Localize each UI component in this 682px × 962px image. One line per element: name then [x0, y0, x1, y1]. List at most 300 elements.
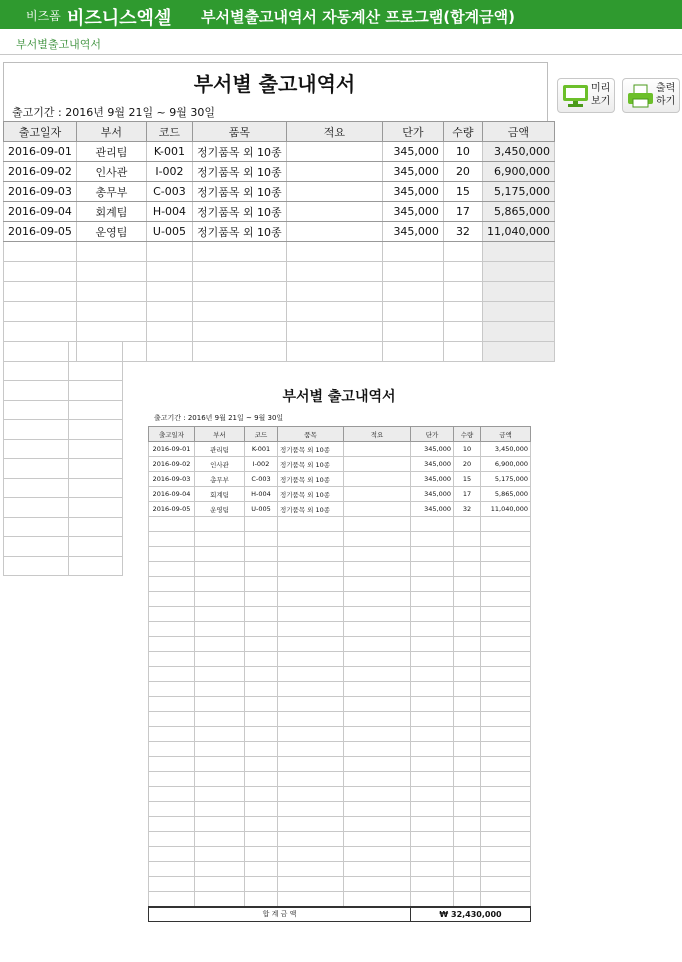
preview-cell[interactable] [245, 862, 278, 877]
preview-cell[interactable] [481, 832, 531, 847]
preview-cell[interactable] [278, 877, 344, 892]
sheet-cell[interactable] [286, 262, 382, 282]
sheet-cell[interactable]: 2016-09-03 [4, 182, 77, 202]
preview-cell[interactable] [481, 622, 531, 637]
preview-cell[interactable] [481, 727, 531, 742]
preview-cell[interactable] [344, 862, 411, 877]
preview-cell[interactable] [454, 892, 481, 907]
preview-cell[interactable] [411, 682, 454, 697]
preview-cell[interactable] [411, 562, 454, 577]
preview-cell[interactable]: K-001 [245, 442, 278, 457]
sheet-cell[interactable] [4, 242, 77, 262]
sheet-cell[interactable] [482, 322, 554, 342]
preview-cell[interactable]: 관리팀 [195, 442, 245, 457]
preview-cell[interactable] [278, 817, 344, 832]
preview-cell[interactable] [411, 802, 454, 817]
preview-cell[interactable] [481, 862, 531, 877]
preview-cell[interactable] [195, 517, 245, 532]
sheet-cell[interactable]: 6,900,000 [482, 162, 554, 182]
preview-cell[interactable] [344, 532, 411, 547]
preview-cell[interactable]: 2016-09-03 [149, 472, 195, 487]
sheet-cell[interactable] [192, 302, 286, 322]
preview-cell[interactable] [149, 547, 195, 562]
preview-cell[interactable] [195, 727, 245, 742]
preview-cell[interactable] [195, 652, 245, 667]
preview-cell[interactable] [245, 607, 278, 622]
preview-cell[interactable] [149, 757, 195, 772]
preview-cell[interactable] [344, 817, 411, 832]
preview-cell[interactable] [454, 802, 481, 817]
sheet-cell[interactable]: 정기품목 외 10종 [192, 222, 286, 242]
preview-cell[interactable] [481, 637, 531, 652]
preview-cell[interactable] [278, 802, 344, 817]
preview-cell[interactable] [454, 667, 481, 682]
preview-cell[interactable] [149, 592, 195, 607]
sheet-cell[interactable]: 정기품목 외 10종 [192, 182, 286, 202]
preview-cell[interactable] [195, 592, 245, 607]
preview-cell[interactable] [245, 517, 278, 532]
preview-cell[interactable] [278, 577, 344, 592]
sheet-cell[interactable] [192, 342, 286, 362]
preview-cell[interactable] [454, 772, 481, 787]
preview-cell[interactable] [344, 802, 411, 817]
preview-cell[interactable] [245, 622, 278, 637]
preview-cell[interactable] [195, 622, 245, 637]
preview-cell[interactable]: 11,040,000 [481, 502, 531, 517]
sheet-cell[interactable]: 정기품목 외 10종 [192, 142, 286, 162]
preview-cell[interactable] [149, 517, 195, 532]
sheet-cell[interactable] [4, 322, 77, 342]
preview-cell[interactable] [411, 877, 454, 892]
preview-cell[interactable] [454, 847, 481, 862]
preview-cell[interactable] [195, 892, 245, 907]
sheet-cell[interactable]: 총무부 [76, 182, 146, 202]
preview-cell[interactable] [481, 802, 531, 817]
preview-cell[interactable] [278, 787, 344, 802]
preview-cell[interactable] [411, 787, 454, 802]
preview-cell[interactable]: 345,000 [411, 502, 454, 517]
preview-cell[interactable] [344, 487, 411, 502]
preview-cell[interactable]: 5,175,000 [481, 472, 531, 487]
sheet-cell[interactable]: 2016-09-02 [4, 162, 77, 182]
preview-cell[interactable] [481, 562, 531, 577]
preview-cell[interactable]: 345,000 [411, 442, 454, 457]
preview-cell[interactable] [481, 697, 531, 712]
preview-cell[interactable] [454, 622, 481, 637]
sheet-cell[interactable] [382, 282, 443, 302]
preview-cell[interactable] [454, 727, 481, 742]
preview-cell[interactable]: 총무부 [195, 472, 245, 487]
preview-cell[interactable]: 345,000 [411, 457, 454, 472]
preview-cell[interactable] [245, 757, 278, 772]
preview-cell[interactable] [245, 787, 278, 802]
sheet-cell[interactable] [382, 302, 443, 322]
sheet-cell[interactable] [286, 222, 382, 242]
sheet-cell[interactable]: I-002 [146, 162, 192, 182]
sheet-cell[interactable]: 관리팀 [76, 142, 146, 162]
sheet-cell[interactable]: 2016-09-01 [4, 142, 77, 162]
preview-cell[interactable] [454, 532, 481, 547]
preview-cell[interactable] [278, 772, 344, 787]
sheet-cell[interactable] [4, 302, 77, 322]
preview-cell[interactable] [344, 577, 411, 592]
preview-cell[interactable] [195, 532, 245, 547]
preview-cell[interactable]: 20 [454, 457, 481, 472]
preview-cell[interactable] [245, 592, 278, 607]
preview-cell[interactable] [481, 682, 531, 697]
preview-cell[interactable] [454, 742, 481, 757]
preview-cell[interactable] [344, 607, 411, 622]
preview-cell[interactable]: H-004 [245, 487, 278, 502]
preview-cell[interactable] [344, 742, 411, 757]
sheet-cell[interactable]: 345,000 [382, 162, 443, 182]
preview-cell[interactable] [149, 847, 195, 862]
preview-cell[interactable] [149, 607, 195, 622]
preview-cell[interactable] [411, 607, 454, 622]
preview-cell[interactable] [344, 592, 411, 607]
sheet-cell[interactable]: 3,450,000 [482, 142, 554, 162]
preview-cell[interactable] [411, 652, 454, 667]
preview-cell[interactable] [344, 442, 411, 457]
sheet-cell[interactable]: 5,175,000 [482, 182, 554, 202]
sheet-cell[interactable] [192, 282, 286, 302]
sheet-cell[interactable] [146, 342, 192, 362]
sheet-cell[interactable]: 인사관 [76, 162, 146, 182]
preview-cell[interactable] [245, 892, 278, 907]
preview-cell[interactable] [195, 667, 245, 682]
sheet-cell[interactable]: 5,865,000 [482, 202, 554, 222]
preview-cell[interactable] [411, 577, 454, 592]
sheet-cell[interactable] [76, 262, 146, 282]
preview-cell[interactable] [245, 847, 278, 862]
preview-cell[interactable] [481, 592, 531, 607]
preview-cell[interactable] [454, 592, 481, 607]
preview-cell[interactable] [195, 802, 245, 817]
preview-cell[interactable] [278, 862, 344, 877]
preview-cell[interactable] [481, 712, 531, 727]
preview-cell[interactable] [344, 637, 411, 652]
preview-cell[interactable] [344, 832, 411, 847]
preview-cell[interactable]: I-002 [245, 457, 278, 472]
sheet-cell[interactable] [443, 262, 482, 282]
preview-cell[interactable] [149, 532, 195, 547]
sheet-cell[interactable]: 345,000 [382, 142, 443, 162]
preview-cell[interactable] [149, 862, 195, 877]
preview-cell[interactable] [344, 517, 411, 532]
preview-cell[interactable] [481, 607, 531, 622]
sheet-cell[interactable]: 운영팀 [76, 222, 146, 242]
preview-cell[interactable] [149, 817, 195, 832]
preview-cell[interactable] [245, 817, 278, 832]
preview-cell[interactable]: 345,000 [411, 472, 454, 487]
preview-cell[interactable] [149, 682, 195, 697]
preview-cell[interactable] [481, 742, 531, 757]
preview-cell[interactable]: 정기품목 외 10종 [278, 442, 344, 457]
preview-cell[interactable] [278, 637, 344, 652]
preview-cell[interactable] [344, 457, 411, 472]
sheet-cell[interactable] [482, 282, 554, 302]
preview-cell[interactable] [195, 757, 245, 772]
sheet-cell[interactable] [146, 302, 192, 322]
preview-cell[interactable] [245, 547, 278, 562]
preview-cell[interactable] [149, 577, 195, 592]
preview-cell[interactable] [278, 742, 344, 757]
preview-cell[interactable] [411, 772, 454, 787]
preview-cell[interactable] [454, 697, 481, 712]
sheet-cell[interactable] [76, 282, 146, 302]
preview-cell[interactable] [245, 727, 278, 742]
preview-cell[interactable] [411, 517, 454, 532]
sheet-cell[interactable]: 11,040,000 [482, 222, 554, 242]
preview-cell[interactable] [149, 772, 195, 787]
preview-cell[interactable] [344, 622, 411, 637]
preview-cell[interactable] [149, 562, 195, 577]
sheet-cell[interactable] [482, 342, 554, 362]
print-button[interactable] [622, 78, 680, 113]
preview-cell[interactable] [195, 547, 245, 562]
preview-cell[interactable] [278, 832, 344, 847]
preview-cell[interactable] [149, 637, 195, 652]
preview-cell[interactable] [344, 892, 411, 907]
preview-cell[interactable] [278, 607, 344, 622]
preview-cell[interactable]: 3,450,000 [481, 442, 531, 457]
preview-cell[interactable] [411, 862, 454, 877]
preview-cell[interactable] [245, 697, 278, 712]
preview-cell[interactable] [278, 727, 344, 742]
preview-cell[interactable] [344, 877, 411, 892]
preview-cell[interactable] [278, 517, 344, 532]
preview-cell[interactable] [195, 682, 245, 697]
sheet-cell[interactable] [382, 342, 443, 362]
preview-cell[interactable] [411, 622, 454, 637]
sheet-cell[interactable]: 정기품목 외 10종 [192, 162, 286, 182]
sheet-cell[interactable]: C-003 [146, 182, 192, 202]
preview-cell[interactable] [278, 757, 344, 772]
preview-cell[interactable] [245, 712, 278, 727]
preview-cell[interactable] [411, 742, 454, 757]
preview-cell[interactable] [481, 757, 531, 772]
preview-cell[interactable] [344, 787, 411, 802]
preview-cell[interactable] [344, 712, 411, 727]
preview-cell[interactable]: C-003 [245, 472, 278, 487]
preview-cell[interactable] [481, 667, 531, 682]
sheet-cell[interactable] [286, 162, 382, 182]
preview-cell[interactable]: 회계팀 [195, 487, 245, 502]
preview-cell[interactable] [245, 742, 278, 757]
preview-cell[interactable] [278, 547, 344, 562]
preview-cell[interactable] [278, 697, 344, 712]
sheet-cell[interactable]: 345,000 [382, 222, 443, 242]
sheet-cell[interactable]: 345,000 [382, 182, 443, 202]
sheet-cell[interactable] [443, 302, 482, 322]
preview-cell[interactable] [278, 892, 344, 907]
preview-cell[interactable] [454, 712, 481, 727]
preview-cell[interactable] [195, 712, 245, 727]
preview-cell[interactable] [195, 847, 245, 862]
preview-cell[interactable] [454, 607, 481, 622]
sheet-cell[interactable]: H-004 [146, 202, 192, 222]
preview-cell[interactable] [245, 637, 278, 652]
preview-cell[interactable] [149, 742, 195, 757]
preview-cell[interactable] [195, 832, 245, 847]
preview-cell[interactable] [278, 667, 344, 682]
preview-cell[interactable]: 2016-09-04 [149, 487, 195, 502]
preview-cell[interactable] [195, 877, 245, 892]
preview-cell[interactable] [481, 847, 531, 862]
sheet-cell[interactable] [286, 282, 382, 302]
preview-cell[interactable] [278, 532, 344, 547]
preview-cell[interactable] [149, 802, 195, 817]
preview-cell[interactable] [278, 592, 344, 607]
preview-cell[interactable]: 345,000 [411, 487, 454, 502]
preview-cell[interactable] [278, 622, 344, 637]
preview-cell[interactable]: 정기품목 외 10종 [278, 472, 344, 487]
preview-cell[interactable]: 15 [454, 472, 481, 487]
preview-cell[interactable] [481, 517, 531, 532]
preview-cell[interactable] [344, 502, 411, 517]
sheet-cell[interactable]: 15 [443, 182, 482, 202]
preview-cell[interactable] [454, 577, 481, 592]
preview-cell[interactable] [278, 682, 344, 697]
preview-cell[interactable] [278, 712, 344, 727]
preview-cell[interactable] [149, 727, 195, 742]
sheet-cell[interactable]: 20 [443, 162, 482, 182]
sheet-cell[interactable] [4, 262, 77, 282]
preview-cell[interactable] [149, 697, 195, 712]
preview-cell[interactable] [149, 832, 195, 847]
preview-cell[interactable] [344, 772, 411, 787]
preview-cell[interactable] [195, 562, 245, 577]
preview-cell[interactable] [278, 652, 344, 667]
preview-cell[interactable] [454, 652, 481, 667]
preview-cell[interactable]: 2016-09-02 [149, 457, 195, 472]
preview-cell[interactable] [149, 622, 195, 637]
preview-cell[interactable]: 정기품목 외 10종 [278, 502, 344, 517]
preview-cell[interactable] [411, 817, 454, 832]
preview-cell[interactable] [411, 592, 454, 607]
preview-cell[interactable] [195, 787, 245, 802]
preview-cell[interactable] [344, 697, 411, 712]
sheet-cell[interactable] [286, 322, 382, 342]
preview-cell[interactable] [195, 577, 245, 592]
preview-cell[interactable] [245, 877, 278, 892]
preview-cell[interactable] [481, 892, 531, 907]
preview-cell[interactable] [344, 757, 411, 772]
sheet-cell[interactable] [286, 182, 382, 202]
preview-cell[interactable] [149, 667, 195, 682]
preview-cell[interactable] [245, 682, 278, 697]
preview-cell[interactable] [481, 652, 531, 667]
preview-cell[interactable] [454, 787, 481, 802]
preview-cell[interactable]: 32 [454, 502, 481, 517]
preview-cell[interactable]: 17 [454, 487, 481, 502]
preview-cell[interactable] [481, 787, 531, 802]
preview-cell[interactable] [195, 862, 245, 877]
sheet-cell[interactable] [192, 262, 286, 282]
preview-cell[interactable] [278, 847, 344, 862]
preview-cell[interactable] [411, 832, 454, 847]
sheet-cell[interactable] [286, 242, 382, 262]
sheet-cell[interactable]: 32 [443, 222, 482, 242]
preview-cell[interactable] [481, 532, 531, 547]
preview-cell[interactable]: 10 [454, 442, 481, 457]
preview-cell[interactable] [195, 742, 245, 757]
preview-cell[interactable] [454, 832, 481, 847]
sheet-cell[interactable] [76, 242, 146, 262]
sheet-cell[interactable]: U-005 [146, 222, 192, 242]
sheet-cell[interactable] [76, 322, 146, 342]
sheet-cell[interactable] [482, 302, 554, 322]
sheet-cell[interactable]: 회계팀 [76, 202, 146, 222]
preview-cell[interactable] [149, 892, 195, 907]
preview-cell[interactable] [411, 532, 454, 547]
preview-cell[interactable] [411, 757, 454, 772]
sheet-cell[interactable] [382, 242, 443, 262]
preview-cell[interactable] [454, 877, 481, 892]
sheet-cell[interactable]: 17 [443, 202, 482, 222]
preview-cell[interactable] [245, 562, 278, 577]
preview-cell[interactable] [411, 727, 454, 742]
preview-cell[interactable] [411, 712, 454, 727]
preview-cell[interactable] [411, 637, 454, 652]
sheet-cell[interactable]: K-001 [146, 142, 192, 162]
sheet-cell[interactable] [443, 342, 482, 362]
preview-cell[interactable] [454, 562, 481, 577]
preview-cell[interactable] [454, 862, 481, 877]
preview-cell[interactable] [481, 547, 531, 562]
preview-cell[interactable] [481, 817, 531, 832]
preview-cell[interactable] [411, 892, 454, 907]
preview-cell[interactable] [149, 652, 195, 667]
sheet-cell[interactable]: 2016-09-05 [4, 222, 77, 242]
preview-cell[interactable] [344, 667, 411, 682]
preview-cell[interactable] [454, 547, 481, 562]
preview-cell[interactable]: 2016-09-05 [149, 502, 195, 517]
sheet-cell[interactable] [146, 282, 192, 302]
preview-cell[interactable]: 인사관 [195, 457, 245, 472]
preview-cell[interactable] [411, 547, 454, 562]
sheet-cell[interactable] [4, 282, 77, 302]
preview-cell[interactable] [411, 667, 454, 682]
sheet-cell[interactable] [443, 322, 482, 342]
sheet-cell[interactable] [286, 142, 382, 162]
sheet-cell[interactable] [146, 262, 192, 282]
preview-cell[interactable] [454, 682, 481, 697]
preview-cell[interactable] [245, 532, 278, 547]
preview-cell[interactable] [195, 772, 245, 787]
sheet-cell[interactable] [482, 262, 554, 282]
sheet-cell[interactable] [482, 242, 554, 262]
sheet-cell[interactable] [146, 322, 192, 342]
preview-cell[interactable] [344, 547, 411, 562]
preview-cell[interactable] [411, 697, 454, 712]
preview-cell[interactable] [245, 652, 278, 667]
preview-cell[interactable] [481, 772, 531, 787]
preview-cell[interactable] [481, 577, 531, 592]
preview-cell[interactable] [149, 787, 195, 802]
preview-cell[interactable]: 2016-09-01 [149, 442, 195, 457]
preview-cell[interactable] [344, 682, 411, 697]
preview-cell[interactable] [245, 772, 278, 787]
preview-button[interactable] [557, 78, 615, 113]
preview-cell[interactable] [344, 652, 411, 667]
sheet-cell[interactable] [286, 342, 382, 362]
preview-cell[interactable]: 5,865,000 [481, 487, 531, 502]
preview-cell[interactable] [245, 577, 278, 592]
preview-cell[interactable] [344, 847, 411, 862]
sheet-cell[interactable] [192, 322, 286, 342]
sheet-cell[interactable]: 10 [443, 142, 482, 162]
